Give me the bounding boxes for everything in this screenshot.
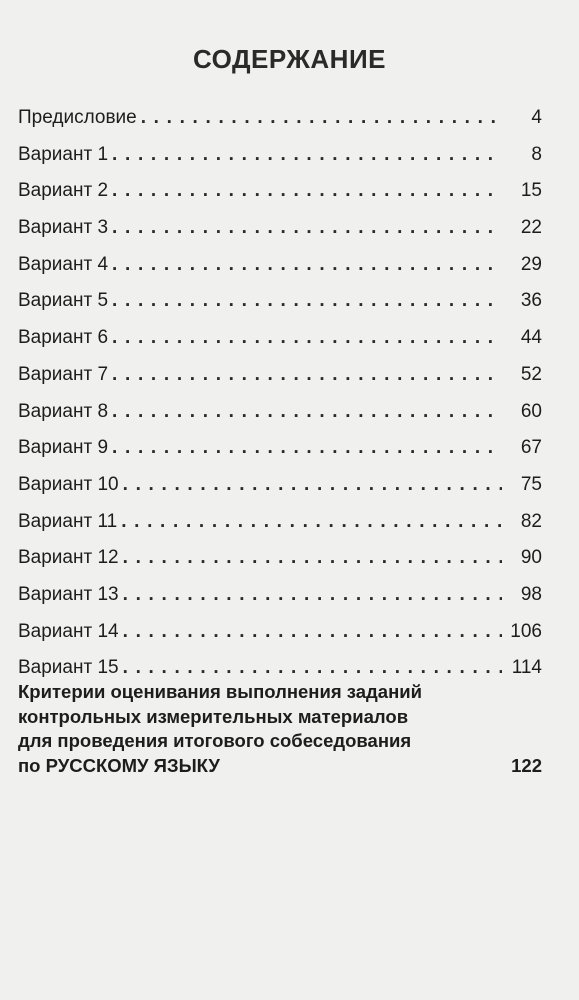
criteria-last-line xyxy=(18,754,542,779)
toc-entry xyxy=(18,173,542,210)
toc-page-number: 29 xyxy=(520,253,542,275)
dot-leader xyxy=(112,210,502,247)
toc-entry xyxy=(18,357,542,394)
dot-leader xyxy=(112,173,502,210)
toc-page-number: 4 xyxy=(531,107,542,128)
toc-entry-label: Вариант 12 xyxy=(18,547,119,569)
dot-leader xyxy=(123,614,502,651)
criteria-line: Критерии оценивания выполнения заданий xyxy=(18,681,422,702)
toc-entry xyxy=(18,614,542,651)
criteria-line: контрольных измерительных материалов xyxy=(18,705,409,727)
toc-entry xyxy=(18,247,542,284)
dot-leader xyxy=(123,577,502,614)
toc-page-number: 106 xyxy=(510,620,542,642)
dot-leader xyxy=(123,540,502,577)
toc-entry-label: Предисловие xyxy=(18,107,137,128)
toc-page-number: 98 xyxy=(520,583,542,605)
toc-page-number: 15 xyxy=(520,180,542,202)
toc-page-number: 75 xyxy=(520,473,542,495)
dot-leader xyxy=(112,394,502,431)
dot-leader xyxy=(112,430,502,467)
toc-entry-label: Вариант 2 xyxy=(18,180,109,202)
toc-page-number: 67 xyxy=(520,437,542,459)
toc-page-number: 114 xyxy=(511,657,542,679)
toc-entry-label: Вариант 8 xyxy=(18,400,109,422)
dot-leader xyxy=(121,504,502,541)
toc-entry-label: Вариант 11 xyxy=(18,510,118,532)
toc-entry-label: Вариант 4 xyxy=(18,253,109,275)
dot-leader xyxy=(112,137,502,174)
toc-entry xyxy=(18,210,542,247)
toc-entry xyxy=(18,467,542,504)
toc-entry-label: Вариант 9 xyxy=(18,437,109,459)
table-of-contents xyxy=(18,100,542,687)
toc-page-number: 82 xyxy=(520,510,542,532)
toc-page-number: 8 xyxy=(531,143,542,165)
toc-entry-label: Вариант 7 xyxy=(18,363,109,385)
toc-entry xyxy=(18,137,542,174)
toc-entry-label: Вариант 6 xyxy=(18,327,109,349)
page-title: СОДЕРЖАНИЕ xyxy=(193,44,386,74)
toc-entry-criteria xyxy=(18,680,542,778)
toc-entry-label: Вариант 10 xyxy=(18,473,119,495)
toc-page-number: 90 xyxy=(520,547,542,569)
toc-entry-label: Вариант 14 xyxy=(18,620,119,642)
dot-leader xyxy=(112,320,502,357)
toc-entry-label: Вариант 1 xyxy=(18,143,109,165)
toc-entry xyxy=(18,504,542,541)
toc-entry xyxy=(18,430,542,467)
dot-leader xyxy=(112,357,502,394)
dot-leader xyxy=(123,467,502,504)
toc-entry-label: Вариант 3 xyxy=(18,217,109,239)
dot-leader xyxy=(112,247,502,284)
toc-entry xyxy=(18,283,542,320)
toc-entry-label: Вариант 15 xyxy=(18,657,119,679)
toc-page-number: 44 xyxy=(520,327,542,349)
criteria-line: по РУССКОМУ ЯЗЫКУ xyxy=(18,754,220,776)
toc-page-number: 36 xyxy=(520,290,542,312)
toc-entry-label: Вариант 13 xyxy=(18,583,119,605)
toc-entry-label: Вариант 5 xyxy=(18,290,109,312)
toc-entry xyxy=(18,577,542,614)
toc-page-number: 52 xyxy=(520,363,542,385)
dot-leader xyxy=(112,283,502,320)
toc-page-number: 22 xyxy=(520,217,542,239)
toc-page-number: 60 xyxy=(520,400,542,422)
dot-leader xyxy=(141,100,502,137)
toc-page-number: 122 xyxy=(511,754,542,776)
toc-entry xyxy=(18,100,542,137)
criteria-line: для проведения итогового собеседования xyxy=(18,730,412,751)
toc-entry xyxy=(18,540,542,577)
toc-entry xyxy=(18,394,542,431)
toc-entry xyxy=(18,320,542,357)
